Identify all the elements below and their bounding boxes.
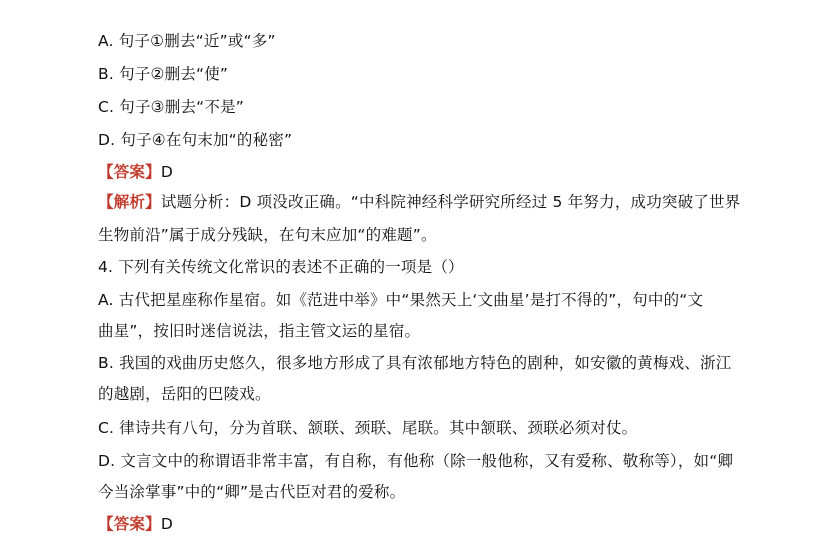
answer-4-value: D [160,515,173,533]
question-4-option-a-line-2: 曲星”，按旧时迷信说法，指主管文运的星宿。 [98,322,421,340]
option-d: D. 句子④在句末加“的秘密” [98,131,293,149]
option-b: B. 句子②删去“使” [98,65,229,83]
question-4-option-b-line-1: B. 我国的戏曲历史悠久，很多地方形成了具有浓郁地方特色的剧种，如安徽的黄梅戏、浙江 [98,354,732,372]
analysis-line-2: 生物前沿”属于成分残缺，在句末应加“的难题”。 [98,226,437,244]
answer-value: D [160,163,173,181]
answer-line [98,162,173,182]
analysis-line-1 [98,192,740,212]
answer-4-line [98,514,173,534]
question-4-stem: 4. 下列有关传统文化常识的表述不正确的一项是（） [98,258,464,276]
answer-4-tag: 【答案】 [98,515,161,533]
answer-tag: 【答案】 [98,163,161,181]
option-a: A. 句子①删去“近”或“多” [98,32,276,50]
analysis-tag: 【解析】 [98,193,161,211]
analysis-text-1: 试题分析：D 项没改正确。“中科院神经科学研究所经过 5 年努力，成功突破了世界 [160,193,741,211]
question-4-option-b-line-2: 的越剧，岳阳的巴陵戏。 [98,385,271,403]
question-4-option-c: C. 律诗共有八句，分为首联、颔联、颈联、尾联。其中颔联、颈联必须对仗。 [98,419,638,437]
question-4-option-a-line-1: A. 古代把星座称作星宿。如《范进中举》中“果然天上‘文曲星’是打不得的”，句中的“文 [98,291,704,309]
question-4-option-d-line-1: D. 文言文中的称谓语非常丰富，有自称，有他称（除一般他称，又有爱称、敬称等），如“卿 [98,452,734,470]
question-4-option-d-line-2: 今当涂掌事”中的“卿”是古代臣对君的爱称。 [98,483,406,501]
option-c: C. 句子③删去“不是” [98,98,245,116]
